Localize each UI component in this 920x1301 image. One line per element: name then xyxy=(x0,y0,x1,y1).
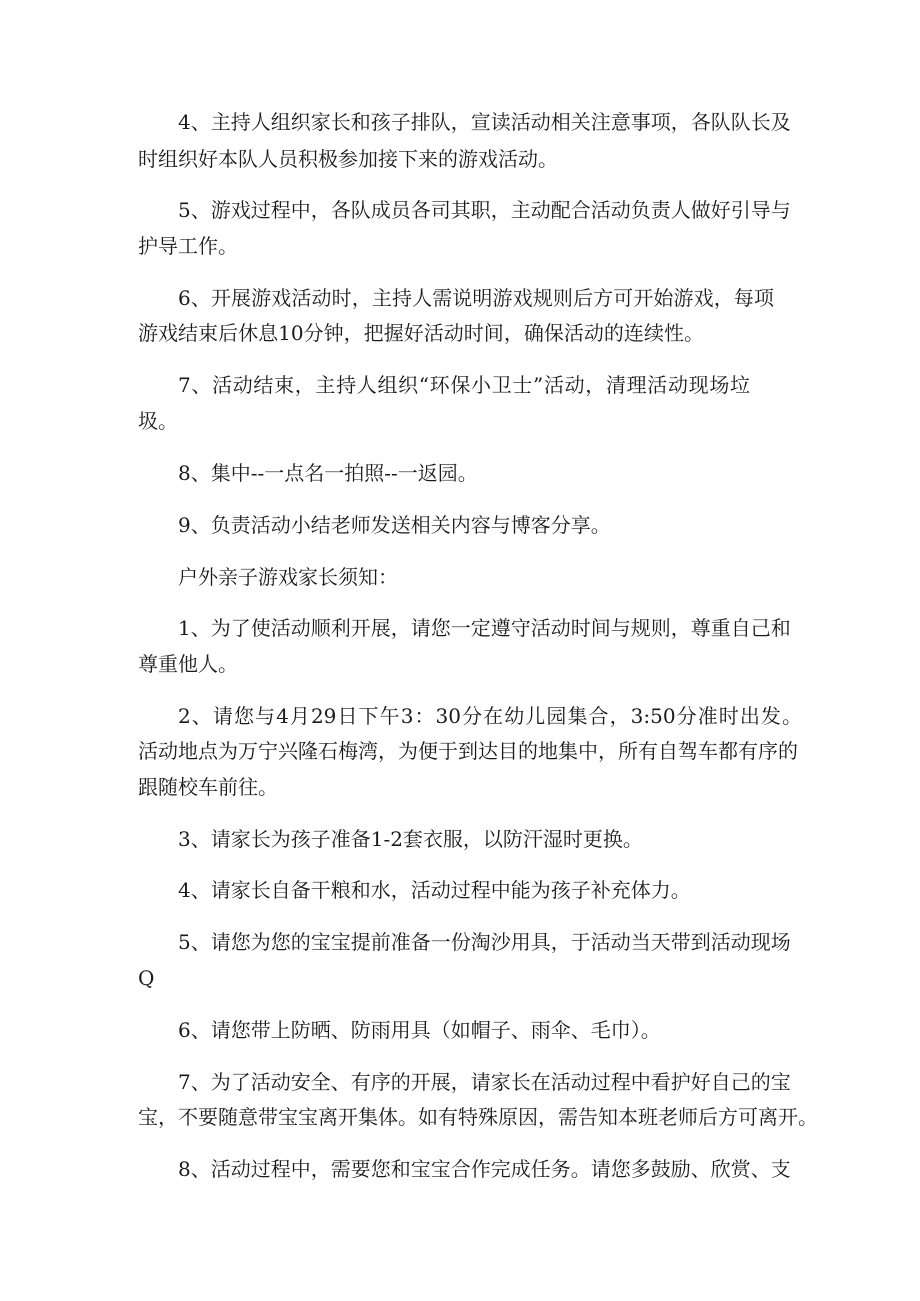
text-line: 7、活动结束，主持人组织“环保小卫士”活动，清理活动现场垃 xyxy=(178,373,750,397)
text-line: 活动地点为万宁兴隆石梅湾，为便于到达目的地集中，所有自驾车都有序的 xyxy=(138,739,798,763)
text-line: 宝，不要随意带宝宝离开集体。如有特殊原因，需告知本班老师后方可离开。 xyxy=(138,1105,818,1129)
text-line: 8、集中--一点名一拍照--一返园。 xyxy=(178,461,478,485)
text-line: 游戏结束后休息10分钟，把握好活动时间，确保活动的连续性。 xyxy=(138,321,704,345)
text-line: 1、为了使活动顺利开展，请您一定遵守活动时间与规则，尊重自己和 xyxy=(178,616,791,640)
text-line: 护导工作。 xyxy=(138,234,238,258)
text-line: 4、主持人组织家长和孩子排队，宣读活动相关注意事项，各队队长及 xyxy=(178,110,791,134)
text-line: 6、开展游戏活动时，主持人需说明游戏规则后方可开始游戏，每项 xyxy=(178,286,774,310)
text-line: 3、请家长为孩子准备1-2套衣服，以防汗湿时更换。 xyxy=(178,827,643,851)
text-line: 圾。 xyxy=(138,409,178,433)
text-line: 8、活动过程中，需要您和宝宝合作完成任务。请您多鼓励、欣赏、支 xyxy=(178,1157,791,1181)
text-line: 4、请家长自备干粮和水，活动过程中能为孩子补充体力。 xyxy=(178,878,691,902)
text-line: 7、为了活动安全、有序的开展，请家长在活动过程中看护好自己的宝 xyxy=(178,1070,791,1094)
text-line: 5、游戏过程中，各队成员各司其职，主动配合活动负责人做好引导与 xyxy=(178,198,791,222)
text-line: 尊重他人。 xyxy=(138,652,238,676)
text-line: 2、请您与4月29日下午3：30分在幼儿园集合，3:50分准时出发。 xyxy=(178,704,802,728)
text-line: 6、请您带上防晒、防雨用具（如帽子、雨伞、毛巾）。 xyxy=(178,1018,661,1042)
text-line: 9、负责活动小结老师发送相关内容与博客分享。 xyxy=(178,513,611,537)
text-line: Q xyxy=(138,966,155,990)
text-line: 跟随校车前往。 xyxy=(138,775,278,799)
text-line: 5、请您为您的宝宝提前准备一份淘沙用具，于活动当天带到活动现场 xyxy=(178,930,791,954)
text-line: 时组织好本队人员积极参加接下来的游戏活动。 xyxy=(138,147,558,171)
section-heading: 户外亲子游戏家长须知： xyxy=(178,565,398,589)
